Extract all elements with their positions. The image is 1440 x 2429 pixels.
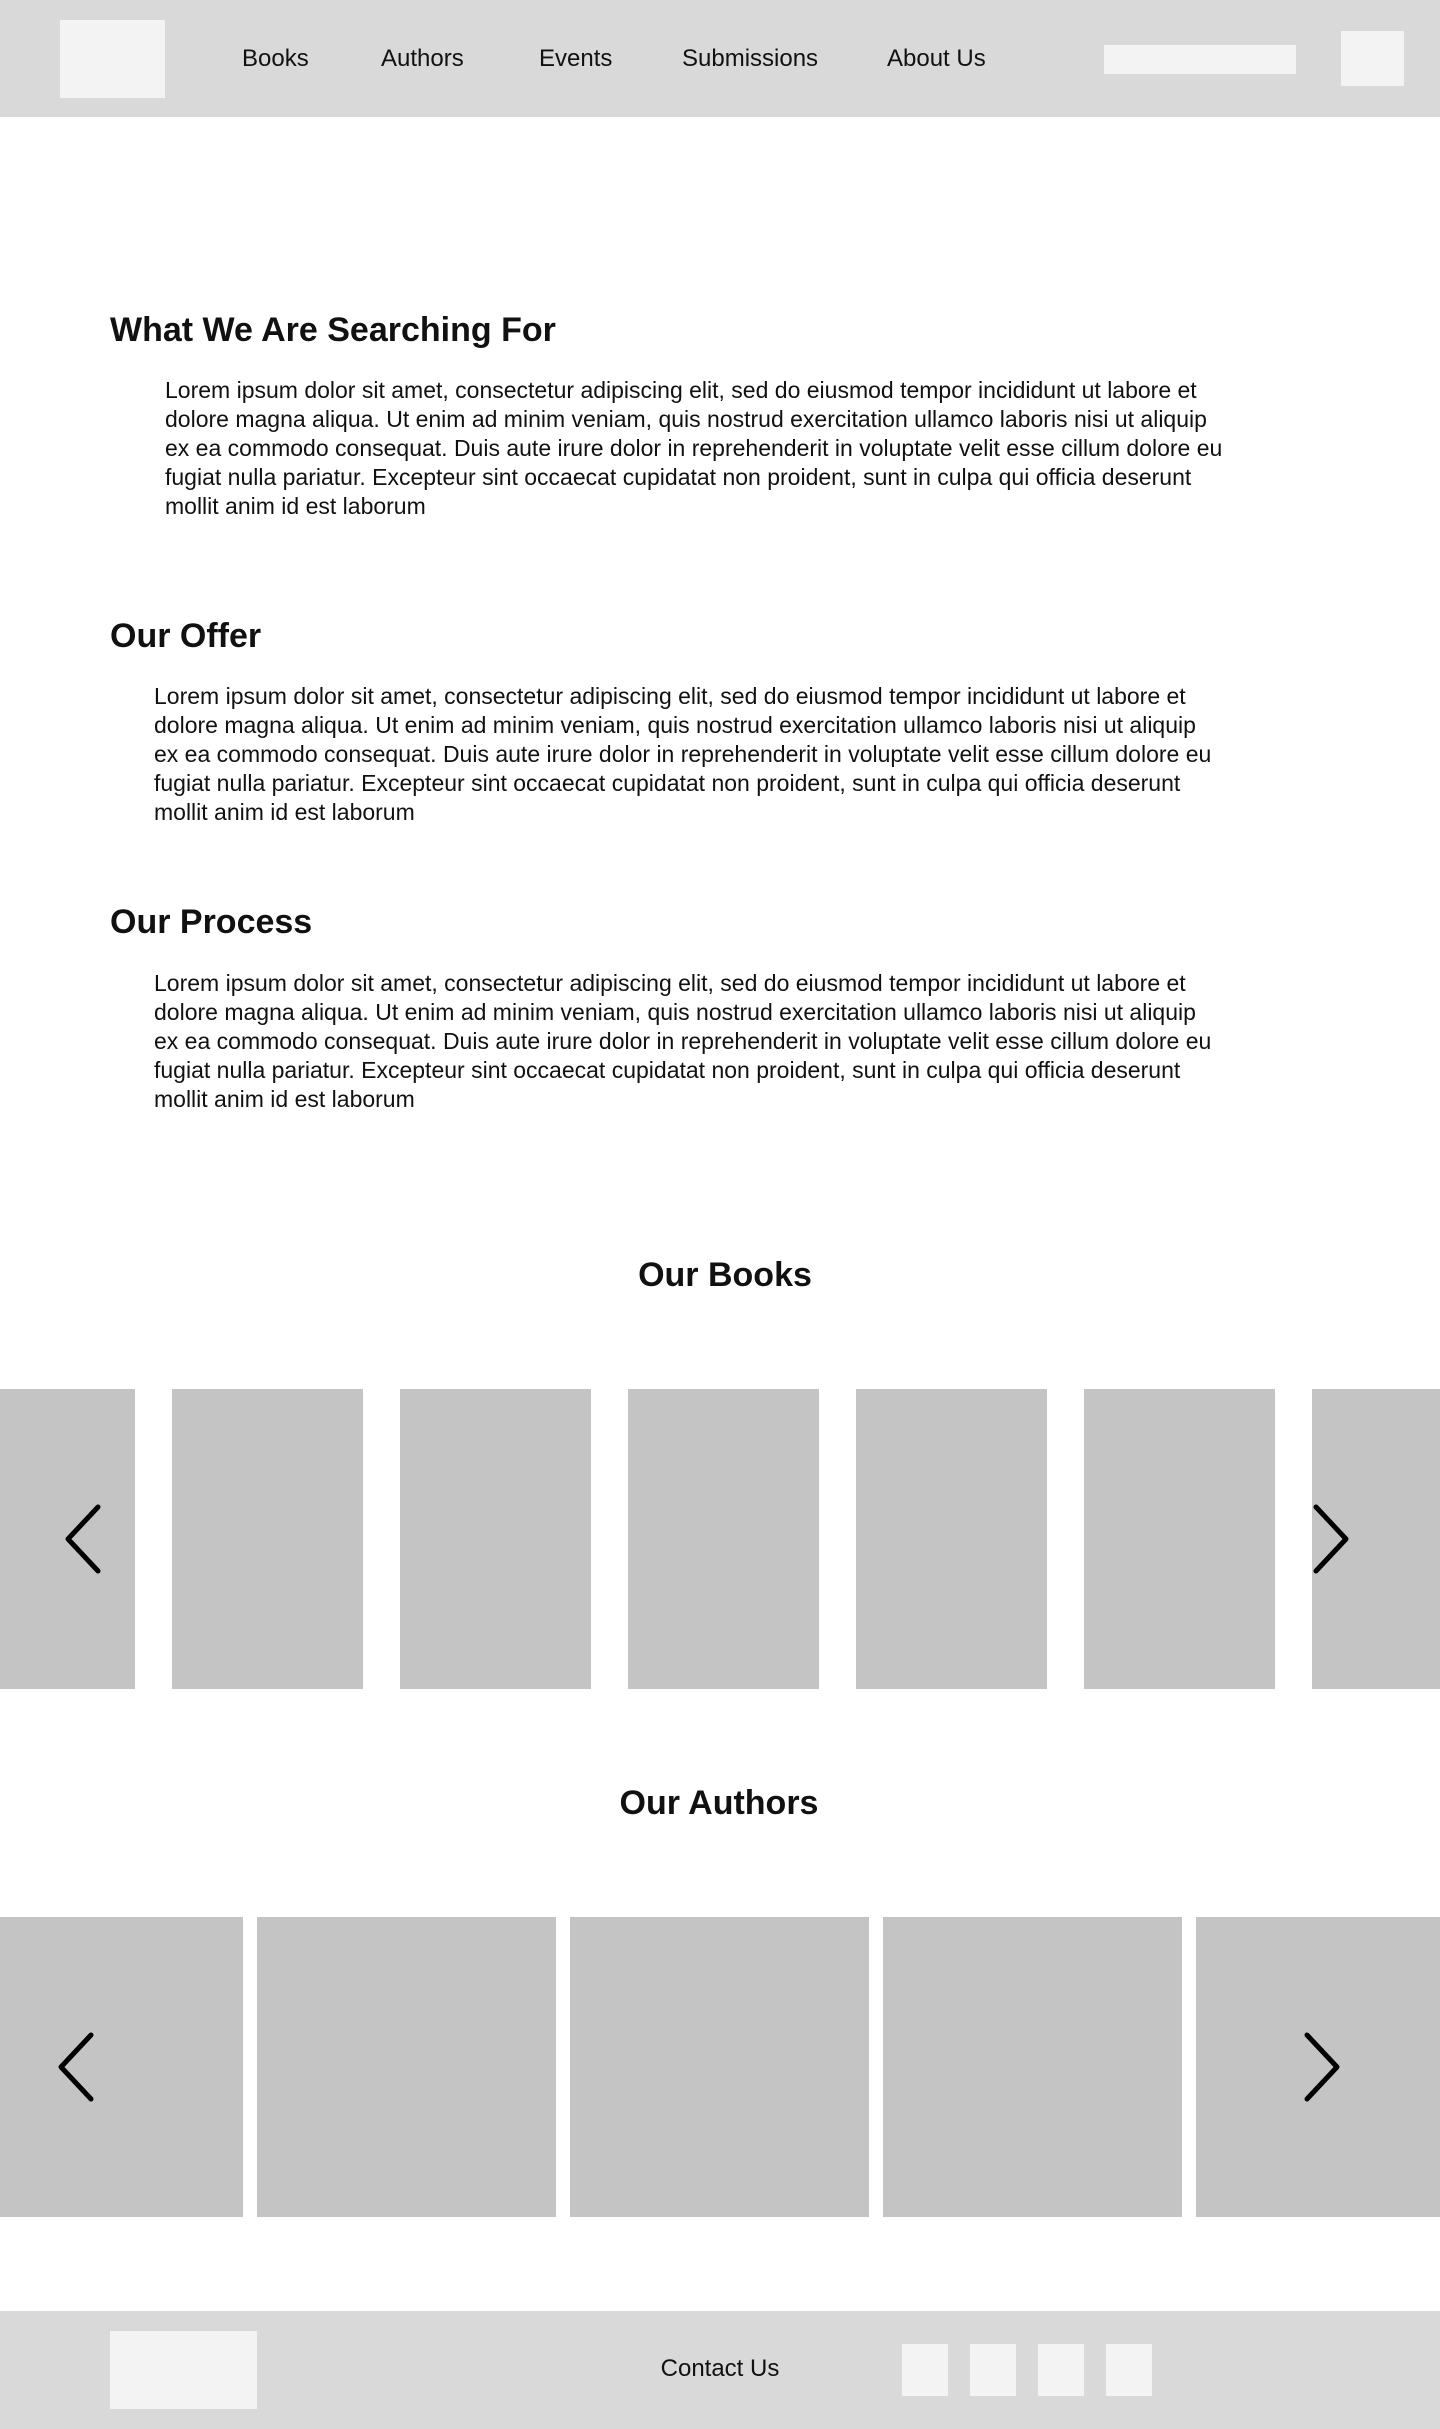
chevron-right-icon <box>1312 1503 1352 1575</box>
site-header <box>0 0 1440 117</box>
social-link[interactable] <box>1106 2344 1152 2396</box>
header-action-button[interactable] <box>1341 31 1404 86</box>
author-card[interactable] <box>257 1917 556 2217</box>
book-cover[interactable] <box>1084 1389 1275 1689</box>
book-cover[interactable] <box>400 1389 591 1689</box>
section-body-offer: Lorem ipsum dolor sit amet, consectetur adipiscing elit, sed do eiusmod tempor incididunt ut labore et dolore magna aliqua. Ut enim ad minim veniam, quis nostrud exercitation ullamco laboris nisi ut aliquip ex ea commodo consequat. Duis aute irure dolor in reprehenderit in voluptate velit esse cillum dolore eu fugiat nulla pariatur. Excepteur sint occaecat cupidatat non proident, sunt in culpa qui officia deserunt mollit anim id est laborum <box>154 683 1212 825</box>
nav-item-authors[interactable]: Authors <box>381 45 464 72</box>
author-card[interactable] <box>570 1917 869 2217</box>
social-link[interactable] <box>902 2344 948 2396</box>
author-card[interactable] <box>0 1917 243 2217</box>
nav-item-about-us[interactable]: About Us <box>887 45 986 72</box>
section-body-process: Lorem ipsum dolor sit amet, consectetur adipiscing elit, sed do eiusmod tempor incididunt ut labore et dolore magna aliqua. Ut enim ad minim veniam, quis nostrud exercitation ullamco laboris nisi ut aliquip ex ea commodo consequat. Duis aute irure dolor in reprehenderit in voluptate velit esse cillum dolore eu fugiat nulla pariatur. Excepteur sint occaecat cupidatat non proident, sunt in culpa qui officia deserunt mollit anim id est laborum <box>154 970 1212 1112</box>
section-heading-process: Our Process <box>110 903 313 941</box>
site-footer <box>0 2311 1440 2429</box>
authors-prev-button[interactable] <box>55 2031 95 2103</box>
section-body-searching: Lorem ipsum dolor sit amet, consectetur adipiscing elit, sed do eiusmod tempor incididunt ut labore et dolore magna aliqua. Ut enim ad minim veniam, quis nostrud exercitation ullamco laboris nisi ut aliquip ex ea commodo consequat. Duis aute irure dolor in reprehenderit in voluptate velit esse cillum dolore eu fugiat nulla pariatur. Excepteur sint occaecat cupidatat non proident, sunt in culpa qui officia deserunt mollit anim id est laborum <box>165 377 1223 519</box>
book-cover[interactable] <box>172 1389 363 1689</box>
section-heading-searching: What We Are Searching For <box>110 311 556 349</box>
books-prev-button[interactable] <box>62 1503 102 1575</box>
nav-item-submissions[interactable]: Submissions <box>682 45 819 72</box>
authors-next-button[interactable] <box>1303 2031 1343 2103</box>
nav-item-books[interactable]: Books <box>242 45 309 72</box>
book-cover[interactable] <box>856 1389 1047 1689</box>
search-input[interactable] <box>1104 45 1296 74</box>
social-link[interactable] <box>1038 2344 1084 2396</box>
books-next-button[interactable] <box>1312 1503 1352 1575</box>
chevron-left-icon <box>55 2031 95 2103</box>
books-heading: Our Books <box>638 1256 812 1294</box>
author-card[interactable] <box>883 1917 1182 2217</box>
book-cover[interactable] <box>628 1389 819 1689</box>
authors-heading: Our Authors <box>619 1784 819 1822</box>
section-heading-offer: Our Offer <box>110 617 262 655</box>
site-logo[interactable] <box>60 20 165 98</box>
contact-us-container <box>0 2354 1440 2384</box>
chevron-left-icon <box>62 1503 102 1575</box>
nav-item-events[interactable]: Events <box>539 45 613 72</box>
social-link[interactable] <box>970 2344 1016 2396</box>
contact-us-link[interactable]: Contact Us <box>660 2355 780 2382</box>
chevron-right-icon <box>1303 2031 1343 2103</box>
